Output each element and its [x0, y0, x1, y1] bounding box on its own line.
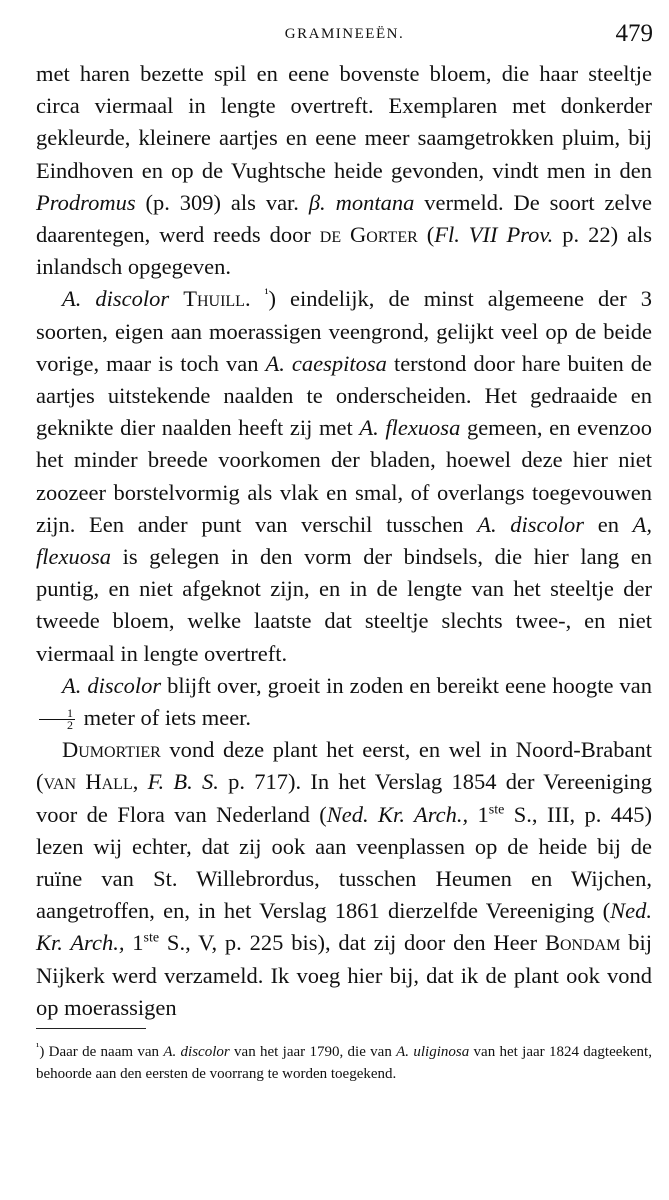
- text-run: blijft over, groeit in zoden en bereikt eene hoogte van: [161, 672, 653, 698]
- text-run: vermeld. De soort zelve daarentegen, werd reeds door: [36, 189, 653, 248]
- text-run: S., V, p. 225 bis), dat zij door den Heer: [159, 930, 545, 956]
- superscript: ste: [143, 930, 160, 946]
- page-number: 479: [615, 20, 653, 47]
- text-run: S., III, p. 445) lezen wij echter, dat zij ook aan veenplassen op de heide bij de ruïne van St. Willebrordus, tusschen Heumen en Wijchen, aangetroffen, en, in het Verslag 1861 dierzelfde Vereeniging (: [36, 801, 653, 924]
- species-name: A. discolor: [62, 286, 170, 312]
- italic-term: Prodromus: [36, 189, 136, 215]
- text-run: (p. 309) als var.: [135, 189, 309, 215]
- body-text: [36, 58, 652, 1024]
- italic-term: Ned. Kr. Arch.,: [326, 801, 469, 827]
- author-name: de Gorter: [319, 222, 418, 248]
- italic-term: β.: [308, 189, 326, 215]
- text-run: bij Nijkerk werd verzameld. Ik voeg hier bij, dat ik de plant ook vond op moerassigen: [36, 930, 652, 1020]
- species-name: A. discolor: [62, 672, 162, 698]
- paragraph-2: [36, 283, 652, 669]
- text-run: p. 22) als inlandsch opgegeven.: [36, 222, 652, 280]
- italic-term: Ned. Kr. Arch.,: [36, 898, 652, 956]
- text-run: terstond door hare buiten de aartjes uitstekende naalden te onderscheiden. Het gedraaide en geknikte dier naalden heeft zij met: [36, 350, 653, 441]
- author-name: Dumortier: [62, 737, 161, 763]
- text-run: met haren bezette spil en eene bovenste bloem, die haar steeltje circa viermaal in lengte overtreft. Exemplaren met donkerder gekleurde, kleinere aartjes en eene meer saamgetrokken pluim, bij Eindhoven en op de Vughtsche heide gevonden, vindt men in den: [36, 61, 652, 183]
- species-name: A, flexuosa: [36, 511, 652, 570]
- text-run: ) Daar de naam van: [39, 1044, 164, 1060]
- footnote-divider: [36, 1028, 146, 1029]
- text-run: vond deze plant het eerst, en wel in Noord-Brabant (: [36, 737, 652, 795]
- footnote-reference: ¹: [264, 285, 269, 301]
- fraction-numerator: 1: [39, 708, 75, 720]
- text-run: meter of iets meer.: [78, 705, 252, 731]
- species-name: A. discolor: [163, 1044, 230, 1060]
- text-run: van het jaar 1824 dagteekent, behoorde aan den eersten de voorrang te worden toegekend.: [36, 1044, 652, 1082]
- italic-term: Fl. VII Prov.: [434, 222, 554, 248]
- italic-term: montana: [335, 189, 415, 215]
- text-run: (: [417, 222, 435, 248]
- species-name: A. flexuosa: [359, 415, 461, 441]
- text-run: gemeen, en evenzoo het minder breede voorkomen der bladen, hoewel deze hier niet zoozeer borstelvormig als vlak en smal, of overlangs toegevouwen zijn. Een ander punt van verschil tusschen: [36, 415, 652, 537]
- author-name: Bondam: [544, 930, 621, 956]
- text-run: 1: [124, 930, 144, 956]
- fraction: [39, 708, 75, 731]
- paragraph-3: [36, 670, 652, 734]
- footnote-marker: ¹: [36, 1041, 40, 1053]
- running-title: GRAMINEEËN.: [284, 26, 405, 42]
- superscript: ste: [488, 802, 505, 818]
- paragraph-4: [36, 734, 652, 1024]
- footnote: [36, 1042, 652, 1085]
- text-run: [138, 769, 147, 794]
- paragraph-1: [36, 58, 652, 283]
- species-name: A. caespitosa: [265, 350, 387, 376]
- text-run: p. 717). In het Verslag 1854 der Vereeniging voor de Flora van Nederland (: [36, 769, 653, 827]
- text-run: van het jaar 1790, die van: [229, 1044, 397, 1060]
- species-name: A. uliginosa: [396, 1044, 470, 1060]
- page-header: [36, 20, 653, 50]
- text-run: ) eindelijk, de minst algemeene der 3 soorten, eigen aan moerassigen veengrond, gelijkt veel op de beide vorige, maar is toch van: [36, 286, 653, 376]
- text-run: is gelegen in den vorm der bindsels, die hier lang en puntig, en niet afgeknot zijn, en in de lengte van het steeltje der tweede bloem, welke laatste dat steeltje slechts twee-, en niet viermaal in lengte overtreft.: [36, 544, 652, 666]
- text-run: en: [584, 511, 633, 537]
- author-name: van Hall,: [43, 769, 139, 795]
- author-name: Thuill.: [183, 286, 251, 312]
- species-name: A. discolor: [477, 511, 585, 537]
- italic-term: F. B. S.: [147, 769, 219, 795]
- fraction-denominator: 2: [67, 718, 73, 733]
- text-run: 1: [468, 801, 489, 827]
